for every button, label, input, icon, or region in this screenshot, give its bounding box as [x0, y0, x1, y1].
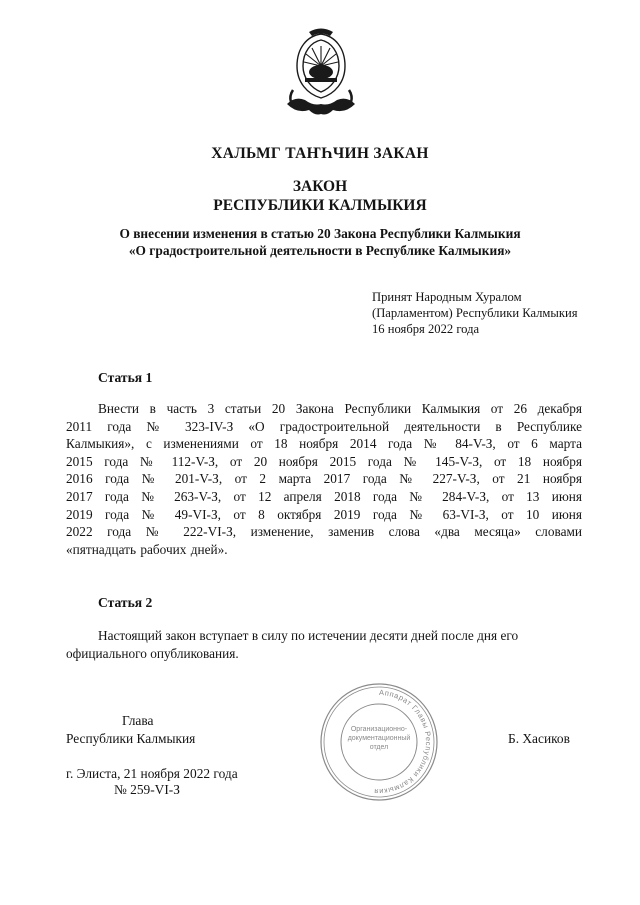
article-1-line: 2017 года № 263-V-З, от 12 апреля 2018 года № 284-V-З, от 13 июня	[66, 488, 582, 504]
article-1-line: 2016 года № 201-V-З, от 2 марта 2017 года № 227-V-З, от 21 ноября	[66, 471, 582, 487]
adoption-date: 16 ноября 2022 года	[372, 322, 480, 336]
article-2-line: официального опубликования.	[66, 645, 239, 661]
article-2-line: Настоящий закон вступает в силу по истечении десяти дней после дня его	[98, 628, 519, 643]
article-1-heading: Статья 1	[98, 370, 153, 385]
article-1-body	[66, 400, 582, 558]
article-1-line: 2015 года № 112-V-З, от 20 ноября 2015 года № 145-V-З, от 18 ноября	[66, 453, 582, 469]
article-1-line: 2022 года № 222-VI-З, изменение, заменив слова «два месяца» словами	[66, 524, 582, 540]
signer-title-line-2: Республики Калмыкия	[66, 731, 196, 746]
law-subject-line-2: «О градостроительной деятельности в Республике Калмыкия»	[128, 243, 512, 258]
official-stamp-icon	[318, 681, 440, 803]
adoption-line-1: Принят Народным Хуралом	[372, 290, 522, 304]
article-2-body	[66, 627, 582, 662]
kalmykia-emblem-icon	[283, 26, 359, 126]
place-and-date: г. Элиста, 21 ноября 2022 года	[66, 766, 238, 781]
signer-title-line-1: Глава	[122, 713, 154, 728]
article-1-line: Калмыкия», с изменениями от 18 ноября 2014 года № 84-V-З, от 6 марта	[66, 436, 582, 452]
stamp-center-text: Организационно-документационный отдел	[347, 726, 411, 751]
stamp-ring-text: Аппарат Главы Республики Калмыкия	[373, 687, 433, 797]
article-1-line: 2019 года № 49-VI-З, от 8 октября 2019 года № 63-VI-З, от 10 июня	[66, 506, 582, 522]
kalmyk-law-title: ХАЛЬМГ ТАҤҺЧИН ЗАКАН	[211, 145, 429, 162]
law-label: ЗАКОН	[292, 178, 348, 195]
law-subject-line-1: О внесении изменения в статью 20 Закона Республики Калмыкия	[119, 226, 521, 241]
article-1-line: «пятнадцать рабочих дней».	[66, 541, 228, 557]
article-2-heading: Статья 2	[98, 595, 153, 610]
adoption-note	[372, 289, 578, 337]
republic-label: РЕСПУБЛИКИ КАЛМЫКИЯ	[213, 197, 427, 214]
law-number: № 259-VI-З	[114, 782, 180, 797]
signer-name: Б. Хасиков	[508, 731, 570, 746]
adoption-line-2: (Парламентом) Республики Калмыкия	[372, 306, 578, 320]
article-1-line: 2011 года № 323-IV-З «О градостроительной деятельности в Республике	[66, 418, 582, 434]
article-1-line: Внести в часть 3 статьи 20 Закона Республики Калмыкия от 26 декабря	[98, 401, 582, 416]
